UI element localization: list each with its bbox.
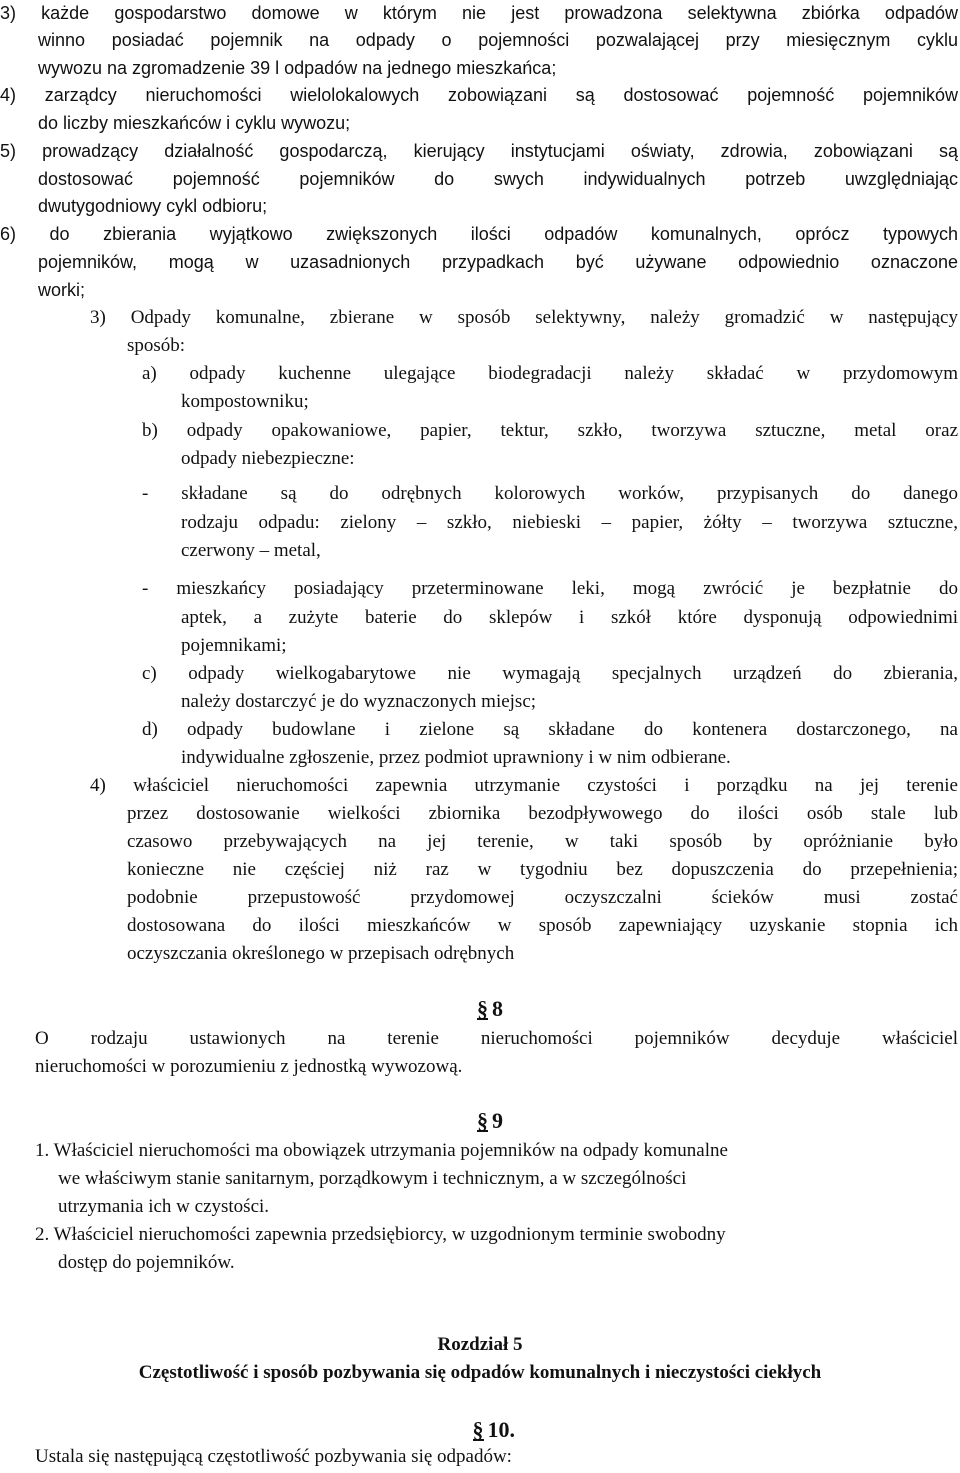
section-number: 10. bbox=[487, 1417, 515, 1442]
text-line: 1. Właściciel nieruchomości ma obowiązek utrzymania pojemników na odpady komunalne bbox=[35, 1140, 728, 1161]
text-line: należy dostarczyć je do wyznaczonych miejsc; bbox=[181, 691, 537, 712]
text-line: 2. Właściciel nieruchomości zapewnia przedsiębiorcy, w uzgodnionym terminie swobodny bbox=[35, 1224, 726, 1245]
text-line: do liczby mieszkańców i cyklu wywozu; bbox=[38, 113, 351, 133]
section-heading-s10 bbox=[473, 1417, 516, 1443]
text-line: 3) każde gospodarstwo domowe w którym nie jest prowadzona selektywna zbiórka odpadów bbox=[0, 3, 958, 23]
section-mark: § bbox=[477, 1108, 488, 1133]
section-heading-s9 bbox=[477, 1108, 503, 1134]
text-line: dwutygodniowy cykl odbioru; bbox=[38, 196, 268, 216]
text-line: przez dostosowanie wielkości zbiornika bezodpływowego do ilości osób stale lub bbox=[127, 803, 958, 824]
text-line: 6) do zbierania wyjątkowo zwiększonych ilości odpadów komunalnych, oprócz typowych bbox=[0, 224, 958, 244]
text-line: 3) Odpady komunalne, zbierane w sposób selektywny, należy gromadzić w następujący bbox=[90, 307, 958, 328]
text-line: konieczne nie częściej niż raz w tygodniu bez dopuszczenia do przepełnienia; bbox=[127, 859, 958, 880]
text-line: b) odpady opakowaniowe, papier, tektur, szkło, tworzywa sztuczne, metal oraz bbox=[142, 420, 958, 441]
section-mark: § bbox=[477, 996, 488, 1021]
text-line: czasowo przebywających na jej terenie, w taki sposób by opróżnianie było bbox=[127, 831, 958, 852]
section-mark: § bbox=[472, 1417, 484, 1442]
section-number: 8 bbox=[492, 996, 503, 1021]
text-line: dostęp do pojemników. bbox=[58, 1252, 235, 1273]
chapter-heading-line: Częstotliwość i sposób pozbywania się odpadów komunalnych i nieczystości ciekłych bbox=[138, 1362, 822, 1383]
text-line: sposób: bbox=[127, 335, 186, 356]
section-number: 9 bbox=[492, 1108, 503, 1133]
text-line: dostosować pojemność pojemników do swych indywidualnych potrzeb uwzględniając bbox=[38, 169, 958, 189]
text-line: dostosowana do ilości mieszkańców w sposób zapewniający uzyskanie stopnia ich bbox=[127, 915, 958, 936]
text-line: 4) zarządcy nieruchomości wielolokalowych zobowiązani są dostosować pojemność pojemników bbox=[0, 85, 958, 105]
text-line: nieruchomości w porozumieniu z jednostką wywozową. bbox=[35, 1056, 463, 1077]
text-line: 5) prowadzący działalność gospodarczą, kierujący instytucjami oświaty, zdrowia, zobowiązani są bbox=[0, 141, 958, 161]
text-line: odpady niebezpieczne: bbox=[181, 448, 355, 469]
text-line: utrzymania ich w czystości. bbox=[58, 1196, 270, 1217]
text-line: kompostowniku; bbox=[181, 391, 309, 412]
text-line: Ustala się następującą częstotliwość pozbywania się odpadów: bbox=[35, 1446, 512, 1467]
text-line: indywidualne zgłoszenie, przez podmiot uprawniony i w nim odbierane. bbox=[181, 747, 731, 768]
text-line: pojemnikami; bbox=[181, 635, 287, 656]
text-line: a) odpady kuchenne ulegające biodegradacji należy składać w przydomowym bbox=[142, 363, 958, 384]
text-line: c) odpady wielkogabarytowe nie wymagają specjalnych urządzeń do zbierania, bbox=[142, 663, 958, 684]
text-line: pojemników, mogą w uzasadnionych przypadkach być używane odpowiednio oznaczone bbox=[38, 252, 958, 272]
text-line: worki; bbox=[38, 280, 86, 300]
text-line: wywozu na zgromadzenie 39 l odpadów na jednego mieszkańca; bbox=[38, 58, 557, 78]
text-line: d) odpady budowlane i zielone są składane do kontenera dostarczonego, na bbox=[142, 719, 958, 740]
text-line: winno posiadać pojemnik na odpady o pojemności pozwalającej przy miesięcznym cyklu bbox=[38, 30, 958, 50]
text-line: 4) właściciel nieruchomości zapewnia utrzymanie czystości i porządku na jej terenie bbox=[90, 775, 958, 796]
text-line: podobnie przepustowość przydomowej oczyszczalni ścieków musi zostać bbox=[127, 887, 958, 908]
text-line: O rodzaju ustawionych na terenie nieruchomości pojemników decyduje właściciel bbox=[35, 1028, 958, 1049]
text-line: aptek, a zużyte baterie do sklepów i szkół które dysponują odpowiednimi bbox=[181, 607, 958, 628]
text-line: rodzaju odpadu: zielony – szkło, niebieski – papier, żółty – tworzywa sztuczne, bbox=[181, 512, 958, 533]
text-line: - mieszkańcy posiadający przeterminowane leki, mogą zwrócić je bezpłatnie do bbox=[142, 578, 958, 599]
text-line: oczyszczania określonego w przepisach odrębnych bbox=[127, 943, 515, 964]
chapter-heading-line: Rozdział 5 bbox=[437, 1334, 523, 1355]
text-line: we właściwym stanie sanitarnym, porządkowym i technicznym, a w szczególności bbox=[58, 1168, 687, 1189]
text-line: - składane są do odrębnych kolorowych worków, przypisanych do danego bbox=[142, 483, 958, 504]
section-heading-s8 bbox=[477, 996, 503, 1022]
text-line: czerwony – metal, bbox=[181, 540, 321, 561]
